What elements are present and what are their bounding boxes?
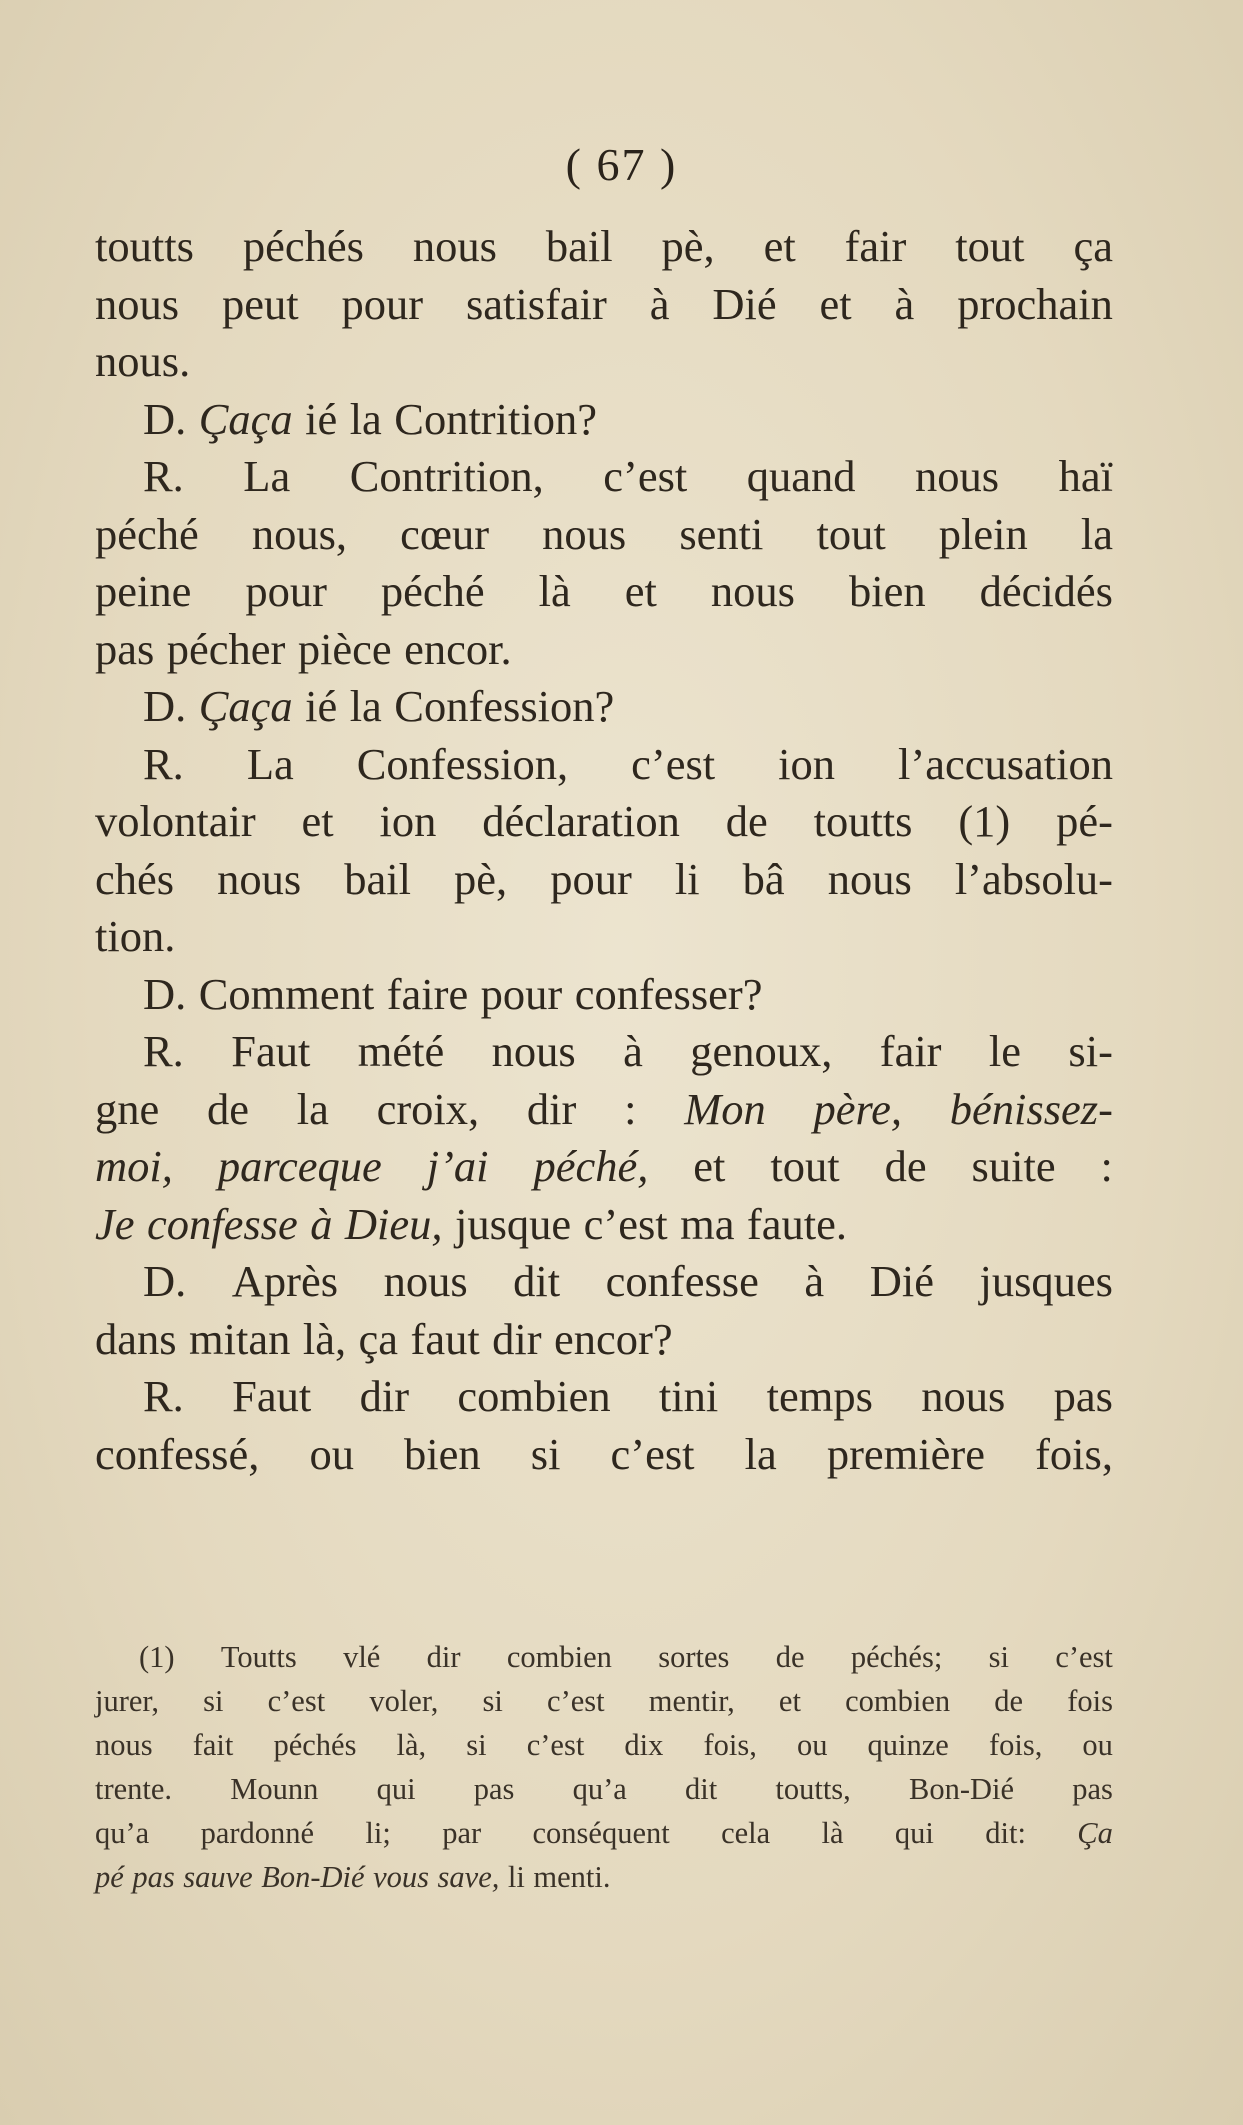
word: c’est xyxy=(1055,1640,1113,1674)
word: nous, xyxy=(251,508,348,559)
word: ma xyxy=(680,1198,735,1249)
word: faut xyxy=(410,1313,480,1364)
word: tion. xyxy=(95,911,176,961)
word: chés xyxy=(95,853,175,904)
word: l’accusation xyxy=(898,738,1113,789)
word: sortes xyxy=(658,1640,730,1674)
word: combien xyxy=(845,1684,951,1718)
word: dir xyxy=(426,1640,461,1674)
word: là, xyxy=(302,1313,347,1364)
word: gne xyxy=(95,1083,160,1134)
page-number: ( 67 ) xyxy=(565,139,678,190)
word: Çaça xyxy=(198,681,293,731)
word: qu’a xyxy=(572,1772,627,1806)
word: et xyxy=(624,566,657,616)
word: qui xyxy=(376,1772,416,1806)
body-line xyxy=(95,506,1113,564)
word: péché xyxy=(95,508,199,559)
word: parceque xyxy=(217,1141,382,1191)
word: pè, xyxy=(454,853,508,904)
word: faire xyxy=(386,968,469,1019)
word: fair xyxy=(879,1026,942,1076)
word: si xyxy=(203,1684,224,1718)
word: D. xyxy=(143,1256,187,1306)
word: mentir, xyxy=(648,1684,735,1718)
word: peine xyxy=(95,566,192,616)
word: j’ai xyxy=(426,1141,489,1191)
word: toutts xyxy=(95,221,194,271)
word: bien xyxy=(848,566,926,616)
body-line xyxy=(95,908,1113,966)
word: nous xyxy=(217,853,302,904)
word: combien xyxy=(457,1371,611,1421)
word: ié xyxy=(305,393,338,444)
word: la xyxy=(1080,508,1113,559)
word: menti. xyxy=(533,1860,611,1894)
word: dir xyxy=(359,1371,410,1421)
word: conséquent xyxy=(532,1816,670,1850)
word: c’est xyxy=(610,1428,695,1479)
body-line xyxy=(95,851,1113,909)
word: suite xyxy=(971,1141,1056,1191)
word: Comment xyxy=(198,968,375,1019)
word: confesse xyxy=(605,1256,759,1306)
word: et xyxy=(693,1141,726,1191)
body-line xyxy=(95,1196,1113,1254)
body-text xyxy=(95,218,1113,1483)
word: pardonné xyxy=(200,1816,315,1850)
word: mété xyxy=(357,1026,445,1076)
word: qu’a xyxy=(95,1816,150,1850)
word: dir xyxy=(526,1083,577,1134)
word: faute. xyxy=(746,1198,847,1249)
word: de xyxy=(725,796,768,846)
word: fois, xyxy=(1035,1428,1113,1479)
word: dix xyxy=(624,1728,664,1762)
word: (1) xyxy=(139,1640,175,1674)
word: haï xyxy=(1058,451,1113,501)
word: R. xyxy=(143,738,184,789)
word: Après xyxy=(231,1256,339,1306)
body-line xyxy=(95,793,1113,851)
body-line xyxy=(95,276,1113,334)
word: de xyxy=(994,1684,1024,1718)
word: trente. xyxy=(95,1772,173,1806)
word: là, xyxy=(396,1728,427,1762)
body-line xyxy=(95,1311,1113,1369)
word: si xyxy=(482,1684,503,1718)
word: D. xyxy=(143,393,187,444)
word: Contrition, xyxy=(349,451,544,501)
word: tout xyxy=(816,508,886,559)
word: pas xyxy=(95,623,155,674)
word: genoux, xyxy=(690,1026,833,1076)
word: Ça xyxy=(1077,1816,1113,1850)
word: cela xyxy=(721,1816,771,1850)
body-line xyxy=(95,563,1113,621)
word: bien xyxy=(404,1428,481,1479)
word: et xyxy=(763,221,796,271)
word: c’est xyxy=(603,451,688,501)
word: toutts, xyxy=(775,1772,851,1806)
word: nous xyxy=(921,1371,1006,1421)
word: nous xyxy=(542,508,627,559)
body-line xyxy=(95,621,1113,679)
word: si xyxy=(530,1428,561,1479)
word: (1) xyxy=(958,796,1011,846)
word: ou xyxy=(309,1428,354,1479)
word: nous xyxy=(710,566,795,616)
word: nous xyxy=(827,853,912,904)
word: fair xyxy=(844,221,907,271)
word: péché, xyxy=(533,1141,649,1191)
word: fait xyxy=(192,1728,234,1762)
word: Confession, xyxy=(356,738,569,789)
word: Toutts xyxy=(220,1640,297,1674)
word: tout xyxy=(770,1141,840,1191)
word: nous xyxy=(95,278,180,329)
word: à xyxy=(649,278,670,329)
word: pour xyxy=(341,278,424,329)
word: ion xyxy=(778,738,836,789)
word: bail xyxy=(344,853,411,904)
word: tout xyxy=(955,221,1025,271)
word: nous xyxy=(915,451,1000,501)
word: de xyxy=(775,1640,805,1674)
word: par xyxy=(442,1816,482,1850)
word: pas xyxy=(1072,1772,1113,1806)
word: ion xyxy=(379,796,437,846)
word: pas xyxy=(132,1860,175,1894)
word: jusques xyxy=(979,1256,1113,1306)
word: confesser? xyxy=(574,968,763,1019)
body-line xyxy=(95,1426,1113,1484)
word: pè, xyxy=(661,221,715,271)
word: encor. xyxy=(404,623,512,674)
footnote xyxy=(95,1635,1113,1899)
word: jurer, xyxy=(95,1684,159,1718)
body-line xyxy=(95,391,1113,449)
word: c’est xyxy=(526,1728,585,1762)
word: première xyxy=(826,1428,985,1479)
word: de xyxy=(884,1141,927,1191)
word: Dié xyxy=(712,278,777,329)
word: quinze xyxy=(867,1728,949,1762)
word: fois xyxy=(1067,1684,1113,1718)
word: la xyxy=(744,1428,777,1479)
word: bénissez- xyxy=(949,1083,1113,1134)
word: Dieu, xyxy=(344,1198,443,1249)
body-line xyxy=(95,966,1113,1024)
word: Confession? xyxy=(394,681,615,731)
word: satisfair xyxy=(465,278,607,329)
word: nous xyxy=(491,1026,576,1076)
word: ou xyxy=(1082,1728,1113,1762)
word: la xyxy=(349,393,382,444)
word: péchés xyxy=(242,221,364,271)
word: péchés; xyxy=(850,1640,943,1674)
word: pour xyxy=(480,968,563,1019)
word: prochain xyxy=(957,278,1113,329)
footnote-line xyxy=(95,1635,1113,1679)
word: senti xyxy=(679,508,764,559)
word: quand xyxy=(746,451,856,501)
body-line xyxy=(95,333,1113,391)
word: à xyxy=(623,1026,643,1076)
word: li xyxy=(674,853,700,904)
word: mitan xyxy=(189,1313,291,1364)
word: dans xyxy=(95,1313,177,1364)
word: c’est xyxy=(267,1684,326,1718)
word: sauve xyxy=(183,1860,253,1894)
word: R. xyxy=(143,1371,184,1421)
word: ça xyxy=(358,1313,399,1364)
word: volontair xyxy=(95,796,256,846)
word: dit xyxy=(684,1772,718,1806)
body-line xyxy=(95,1081,1113,1139)
body-line xyxy=(95,1368,1113,1426)
word: dit: xyxy=(985,1816,1026,1850)
word: péché xyxy=(380,566,485,616)
word: Faut xyxy=(231,1026,311,1076)
word: moi, xyxy=(95,1141,173,1191)
word: à xyxy=(310,1198,333,1249)
word: La xyxy=(243,451,291,501)
word: si xyxy=(988,1640,1009,1674)
word: Çaça xyxy=(198,393,293,444)
word: fois, xyxy=(988,1728,1043,1762)
word: tini xyxy=(658,1371,719,1421)
word: à xyxy=(894,278,915,329)
word: Mounn xyxy=(230,1772,319,1806)
word: Bon-Dié xyxy=(908,1772,1015,1806)
word: pas xyxy=(1053,1371,1113,1421)
word: pièce xyxy=(297,623,392,674)
word: confessé, xyxy=(95,1428,260,1479)
word: : xyxy=(1100,1141,1113,1191)
footnote-line xyxy=(95,1723,1113,1767)
word: ié xyxy=(305,681,338,731)
footnote-line xyxy=(95,1767,1113,1811)
word: péchés xyxy=(273,1728,357,1762)
word: nous xyxy=(412,221,497,271)
word: père, xyxy=(813,1083,903,1134)
body-line xyxy=(95,1023,1113,1081)
word: D. xyxy=(143,968,187,1019)
word: pé xyxy=(95,1860,124,1894)
word: R. xyxy=(143,451,184,501)
word: si xyxy=(466,1728,487,1762)
word: nous xyxy=(383,1256,468,1306)
word: bâ xyxy=(742,853,785,904)
word: : xyxy=(624,1083,637,1134)
word: plein xyxy=(938,508,1028,559)
word: Bon-Dié xyxy=(261,1860,365,1894)
word: save, xyxy=(437,1860,500,1894)
footnote-line xyxy=(95,1679,1113,1723)
word: et xyxy=(819,278,852,329)
word: nous. xyxy=(95,336,191,386)
footnote-line xyxy=(95,1811,1113,1855)
word: là xyxy=(821,1816,844,1850)
word: à xyxy=(804,1256,825,1306)
word: Dié xyxy=(869,1256,934,1306)
word: ou xyxy=(796,1728,828,1762)
word: jusque xyxy=(454,1198,572,1249)
word: c’est xyxy=(547,1684,605,1718)
word: ça xyxy=(1073,221,1113,271)
word: la xyxy=(296,1083,329,1134)
word: croix, xyxy=(376,1083,480,1134)
word: bail xyxy=(545,221,613,271)
word: R. xyxy=(143,1026,184,1076)
word: décidés xyxy=(979,566,1113,616)
word: si- xyxy=(1068,1026,1113,1076)
word: pas xyxy=(473,1772,515,1806)
word: encor? xyxy=(554,1313,673,1364)
body-line xyxy=(95,678,1113,736)
word: vlé xyxy=(343,1640,381,1674)
footnote-line xyxy=(95,1855,1113,1899)
word: vous xyxy=(373,1860,429,1894)
word: peut xyxy=(221,278,299,329)
word: là xyxy=(538,566,571,616)
word: li xyxy=(507,1860,525,1894)
word: déclaration xyxy=(482,796,680,846)
word: le xyxy=(988,1026,1022,1076)
word: voler, xyxy=(369,1684,439,1718)
word: li; xyxy=(365,1816,391,1850)
word: Je xyxy=(95,1198,135,1249)
body-line xyxy=(95,218,1113,276)
body-line xyxy=(95,1253,1113,1311)
word: D. xyxy=(143,681,187,731)
word: la xyxy=(349,681,382,731)
word: Contrition? xyxy=(394,393,597,444)
word: qui xyxy=(894,1816,934,1850)
word: nous xyxy=(95,1728,153,1762)
word: dir xyxy=(492,1313,542,1364)
word: dit xyxy=(513,1256,561,1306)
word: pour xyxy=(550,853,632,904)
word: pour xyxy=(245,566,327,616)
word: Faut xyxy=(232,1371,312,1421)
body-line xyxy=(95,736,1113,794)
word: Mon xyxy=(684,1083,766,1134)
word: et xyxy=(778,1684,801,1718)
word: et xyxy=(301,796,334,846)
word: c’est xyxy=(631,738,716,789)
word: temps xyxy=(766,1371,873,1421)
word: combien xyxy=(506,1640,612,1674)
word: pécher xyxy=(166,623,286,674)
word: c’est xyxy=(583,1198,668,1249)
word: de xyxy=(207,1083,250,1134)
word: toutts xyxy=(813,796,913,846)
word: confesse xyxy=(146,1198,298,1249)
word: l’absolu- xyxy=(954,853,1113,904)
body-line xyxy=(95,448,1113,506)
word: cœur xyxy=(400,508,490,559)
body-line xyxy=(95,1138,1113,1196)
word: pé- xyxy=(1056,796,1113,846)
word: fois, xyxy=(703,1728,757,1762)
word: La xyxy=(246,738,294,789)
